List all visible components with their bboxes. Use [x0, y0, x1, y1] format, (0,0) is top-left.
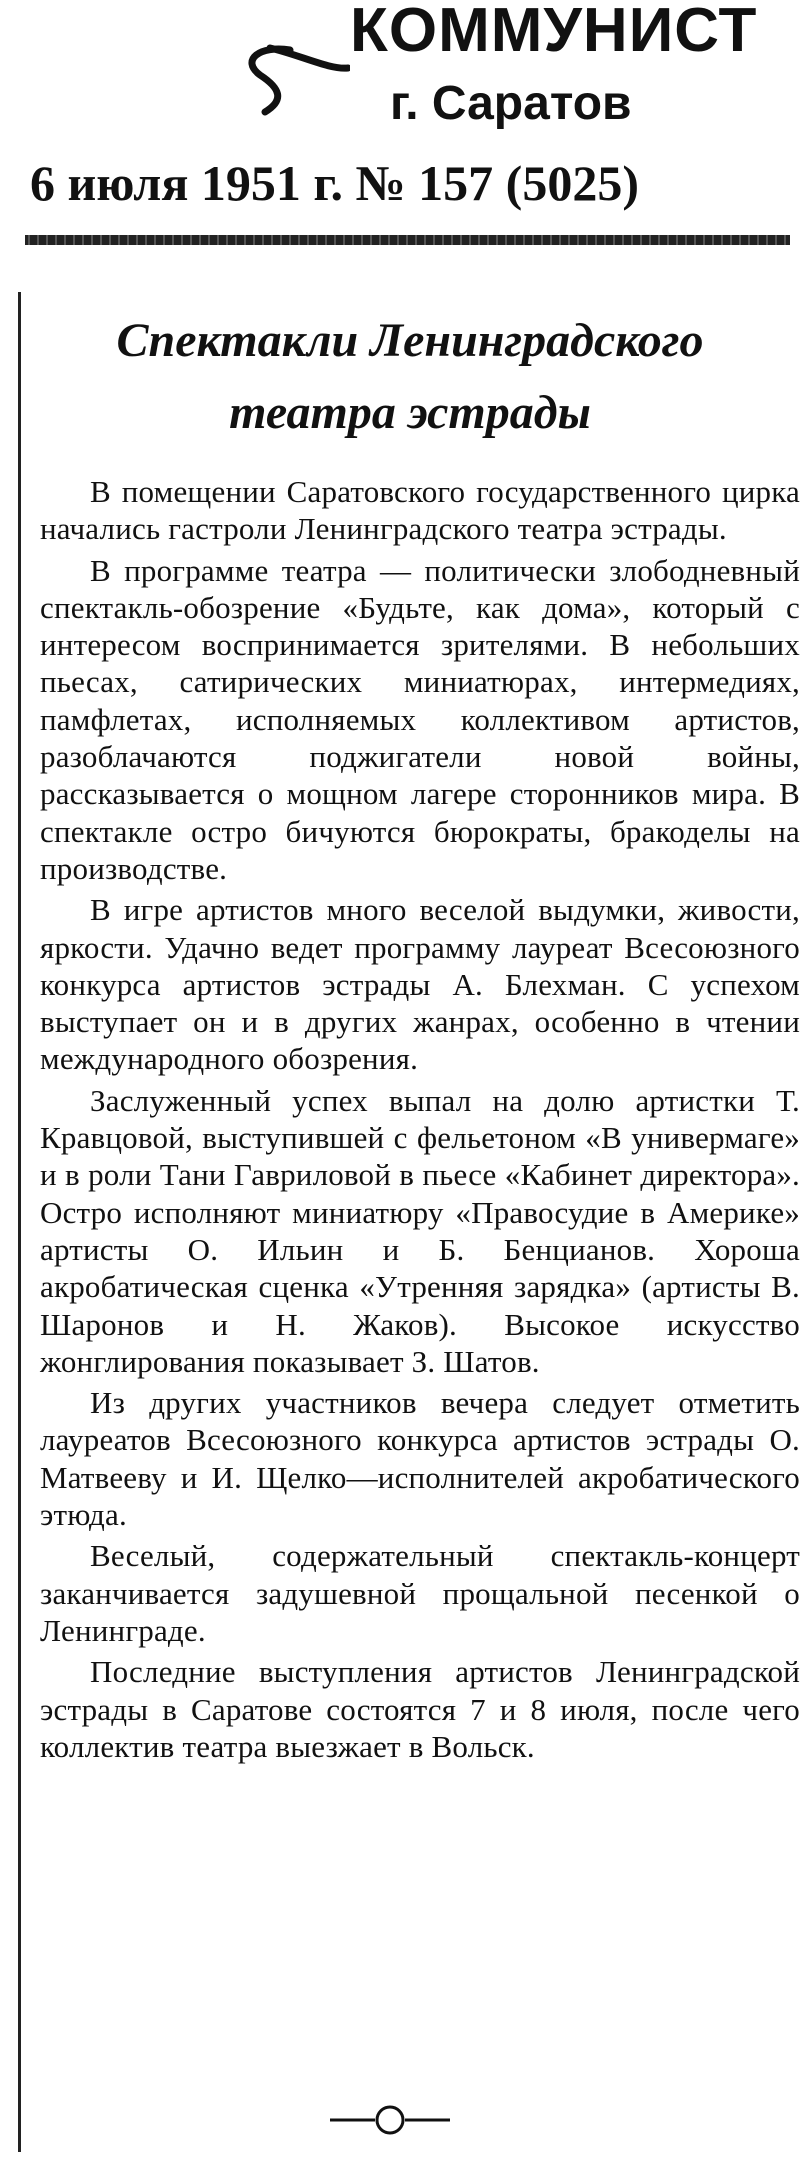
column-border [18, 292, 21, 2152]
handwritten-mark-icon [230, 40, 350, 120]
article-title: Спектакли Ленинградского театра эстрады [116, 314, 704, 439]
article-paragraph: В игре артистов много веселой выдумки, живости, яркости. Удачно ведет программу лауреат Всесоюзного конкурса артистов эстрады А. Блехман. С успехом выступает он и в других жанрах, особенно в чтении международного обозрения. [40, 892, 800, 1077]
article-body [40, 473, 800, 1765]
article-paragraph: В помещении Саратовского государственного цирка начались гастроли Ленинградского театра эстрады. [40, 474, 800, 547]
article-paragraph: Последние выступления артистов Ленинградской эстрады в Саратове состоятся 7 и 8 июля, после чего коллектив театра выезжает в Вольск. [40, 1654, 800, 1764]
end-mark-icon [330, 2100, 450, 2140]
article-paragraph: Из других участников вечера следует отметить лауреатов Всесоюзного конкурса артистов эстрады О. Матвееву и И. Щелко—исполнителей акробатического этюда. [40, 1385, 800, 1533]
newspaper-city: г. Саратов [390, 77, 632, 130]
article [40, 305, 800, 1765]
issue-date-number: 6 июля 1951 г. № 157 (5025) [30, 155, 639, 211]
header-rule [25, 235, 790, 245]
article-paragraph: Веселый, содержательный спектакль-концерт заканчивается задушевной прощальной песенкой о Ленинграде. [40, 1538, 800, 1648]
newspaper-name: КОММУНИСТ [350, 0, 758, 65]
article-paragraph: В программе театра — политически злободневный спектакль-обозрение «Будьте, как дома», который с интересом воспринимается зрителями. В небольших пьесах, сатирических миниатюрах, интермедиях, памфлетах, исполняемых коллективом артистов, разоблачаются поджигатели новой войны, рассказывается о мощном лагере сторонников мира. В спектакле остро бичуются бюрократы, бракоделы на производстве. [40, 552, 800, 886]
article-paragraph: Заслуженный успех выпал на долю артистки Т. Кравцовой, выступившей с фельетоном «В универмаге» и в роли Тани Гавриловой в пьесе «Кабинет директора». Остро исполняют миниатюру «Правосудие в Америке» артисты О. Ильин и Б. Бенцианов. Хороша акробатическая сценка «Утренняя зарядка» (артисты В. Шаронов и Н. Жаков). Высокое искусство жонглирования показывает З. Шатов. [40, 1082, 800, 1379]
masthead [0, 0, 808, 250]
